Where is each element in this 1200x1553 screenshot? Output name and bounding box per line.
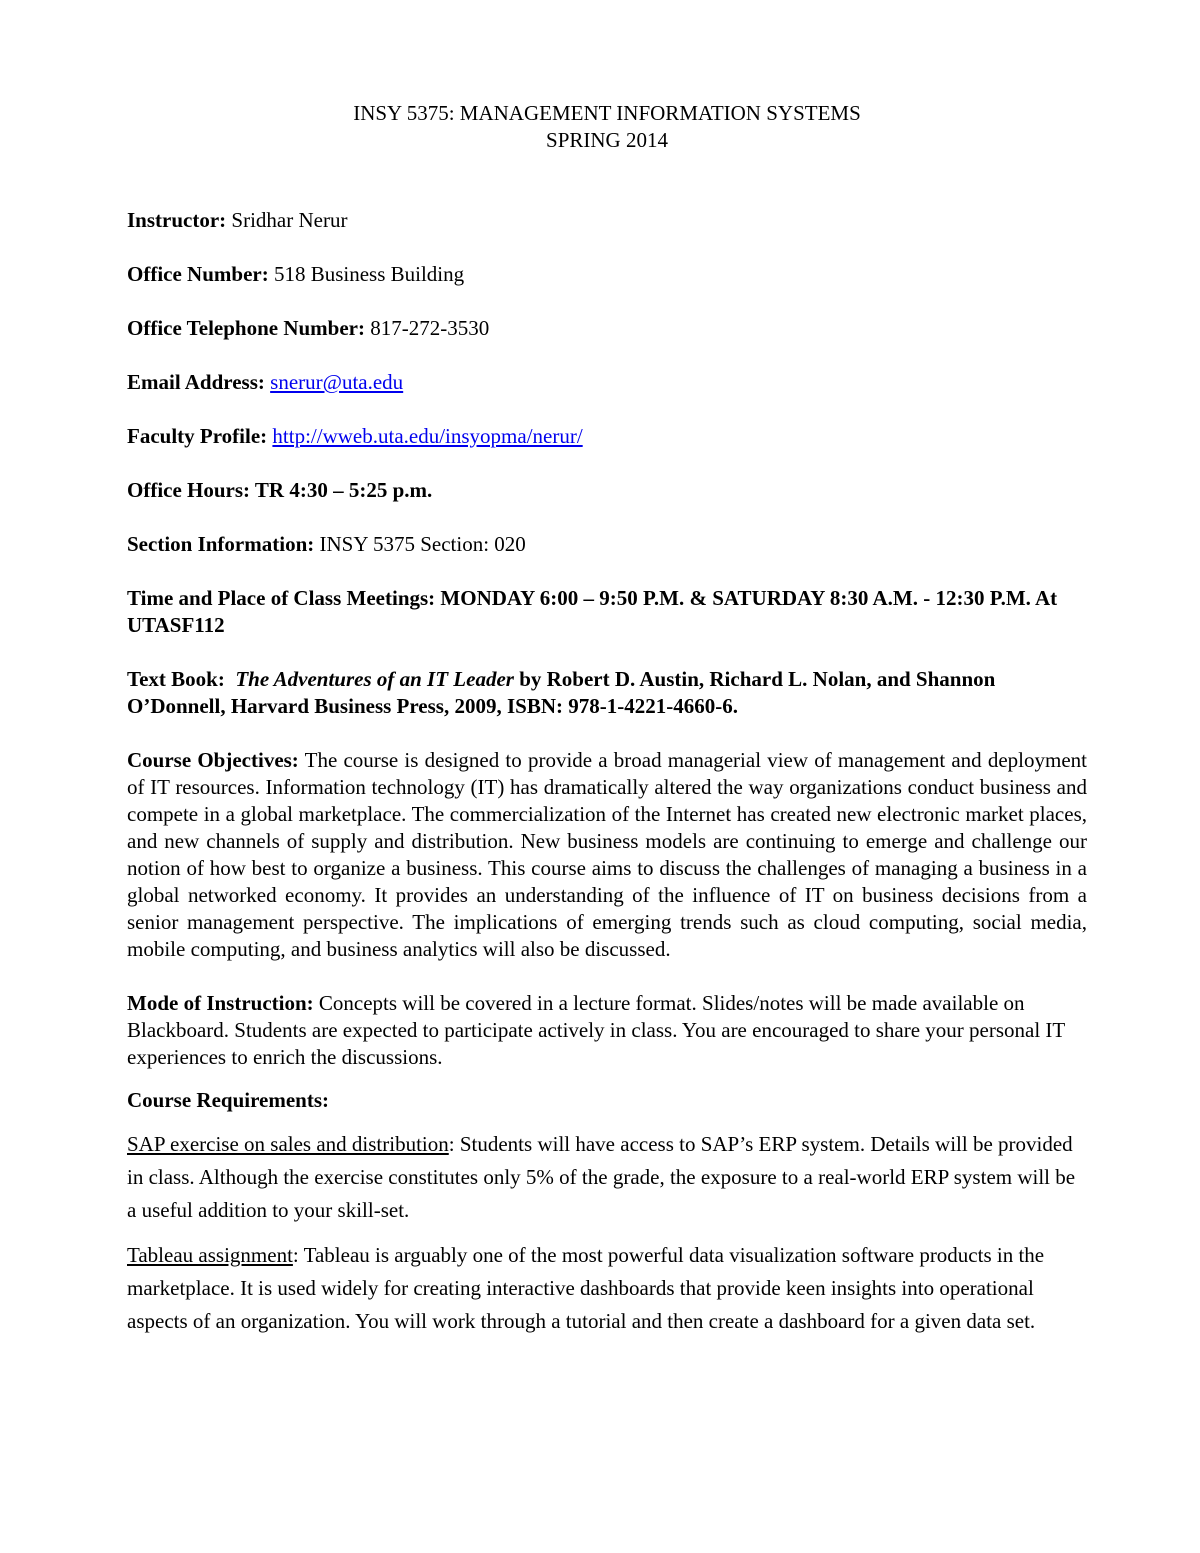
mode-of-instruction-text: Concepts will be covered in a lecture format. Slides/notes will be made available on Blackboard. Students are expected to participate actively in class. You are encouraged to share your personal IT experiences to enrich the discussions. [127,991,1065,1069]
office-hours-line [127,477,1087,504]
requirement-tableau-title: Tableau assignment [127,1243,293,1267]
mode-of-instruction-heading: Mode of Instruction: [127,991,314,1015]
instructor-line [127,207,1087,234]
email-label: Email Address: [127,370,265,394]
office-phone-line [127,315,1087,342]
textbook-label: Text Book: [127,667,225,691]
course-title: INSY 5375: MANAGEMENT INFORMATION SYSTEMS [353,101,861,125]
textbook-line [127,666,1087,720]
office-number-value: 518 Business Building [268,262,465,286]
email-line [127,369,1087,396]
mode-of-instruction-paragraph [127,990,1087,1071]
course-objectives-label: Course Objectives: [127,748,299,772]
office-hours-value: TR 4:30 – 5:25 p.m. [250,478,433,502]
instructor-value: Sridhar Nerur [226,208,348,232]
course-requirements-heading: Course Requirements: [127,1088,330,1112]
course-objectives-paragraph [127,747,1087,963]
course-objectives-text: The course is designed to provide a broad managerial view of management and deployment of IT resources. Information technology (IT) has dramatically altered the way organizations conduct business and compete in a global marketplace. The commercialization of the Internet has created new electronic market places, and new channels of supply and distribution. New business models are continuing to emerge and challenge our notion of how best to organize a business. This course aims to discuss the challenges of managing a business in a global networked economy. It provides an understanding of the influence of IT on business decisions from a senior management perspective. The implications of emerging trends such as cloud computing, social media, mobile computing, and business analytics will also be discussed. [127,748,1088,961]
office-phone-value: 817-272-3530 [364,316,490,340]
faculty-profile-line [127,423,1087,450]
section-label: Section Information: [127,532,315,556]
requirement-sap-text: : Students will have access to SAP’s ERP system. Details will be provided in class. Although the exercise constitutes only 5% of the grade, the exposure to a real-world ERP system will be a useful addition to your skill-set. [127,1132,1076,1222]
faculty-profile-link[interactable]: http://wweb.uta.edu/insyopma/nerur/ [272,424,583,448]
office-number-label: Office Number: [127,262,269,286]
office-hours-label: Office Hours: [127,478,251,502]
faculty-profile-label: Faculty Profile: [127,424,268,448]
office-number-line [127,261,1087,288]
requirement-tableau [127,1239,1087,1338]
requirement-tableau-text: : Tableau is arguably one of the most powerful data visualization software products in the marketplace. It is used widely for creating interactive dashboards that provide keen insights into operational aspects of an organization. You will work through a tutorial and then create a dashboard for a given data set. [127,1243,1045,1333]
section-value: INSY 5375 Section: 020 [314,532,526,556]
section-line [127,531,1087,558]
textbook-title: The Adventures of an IT Leader [235,667,514,691]
email-link[interactable]: snerur@uta.edu [270,370,404,394]
meetings-line [127,585,1087,639]
meetings-label: Time and Place of Class Meetings: [127,586,436,610]
requirement-sap-title: SAP exercise on sales and distribution [127,1132,449,1156]
semester-title: SPRING 2014 [546,128,668,152]
requirement-sap [127,1128,1087,1227]
syllabus-page [127,100,1087,1338]
instructor-label: Instructor: [127,208,227,232]
textbook-details: by Robert D. Austin, Richard L. Nolan, and Shannon O’Donnell, Harvard Business Press, 2009, ISBN: 978-1-4221-4660-6. [127,667,996,718]
meetings-value: MONDAY 6:00 – 9:50 P.M. & SATURDAY 8:30 A.M. - 12:30 P.M. At UTASF112 [127,586,1058,637]
office-phone-label: Office Telephone Number: [127,316,365,340]
